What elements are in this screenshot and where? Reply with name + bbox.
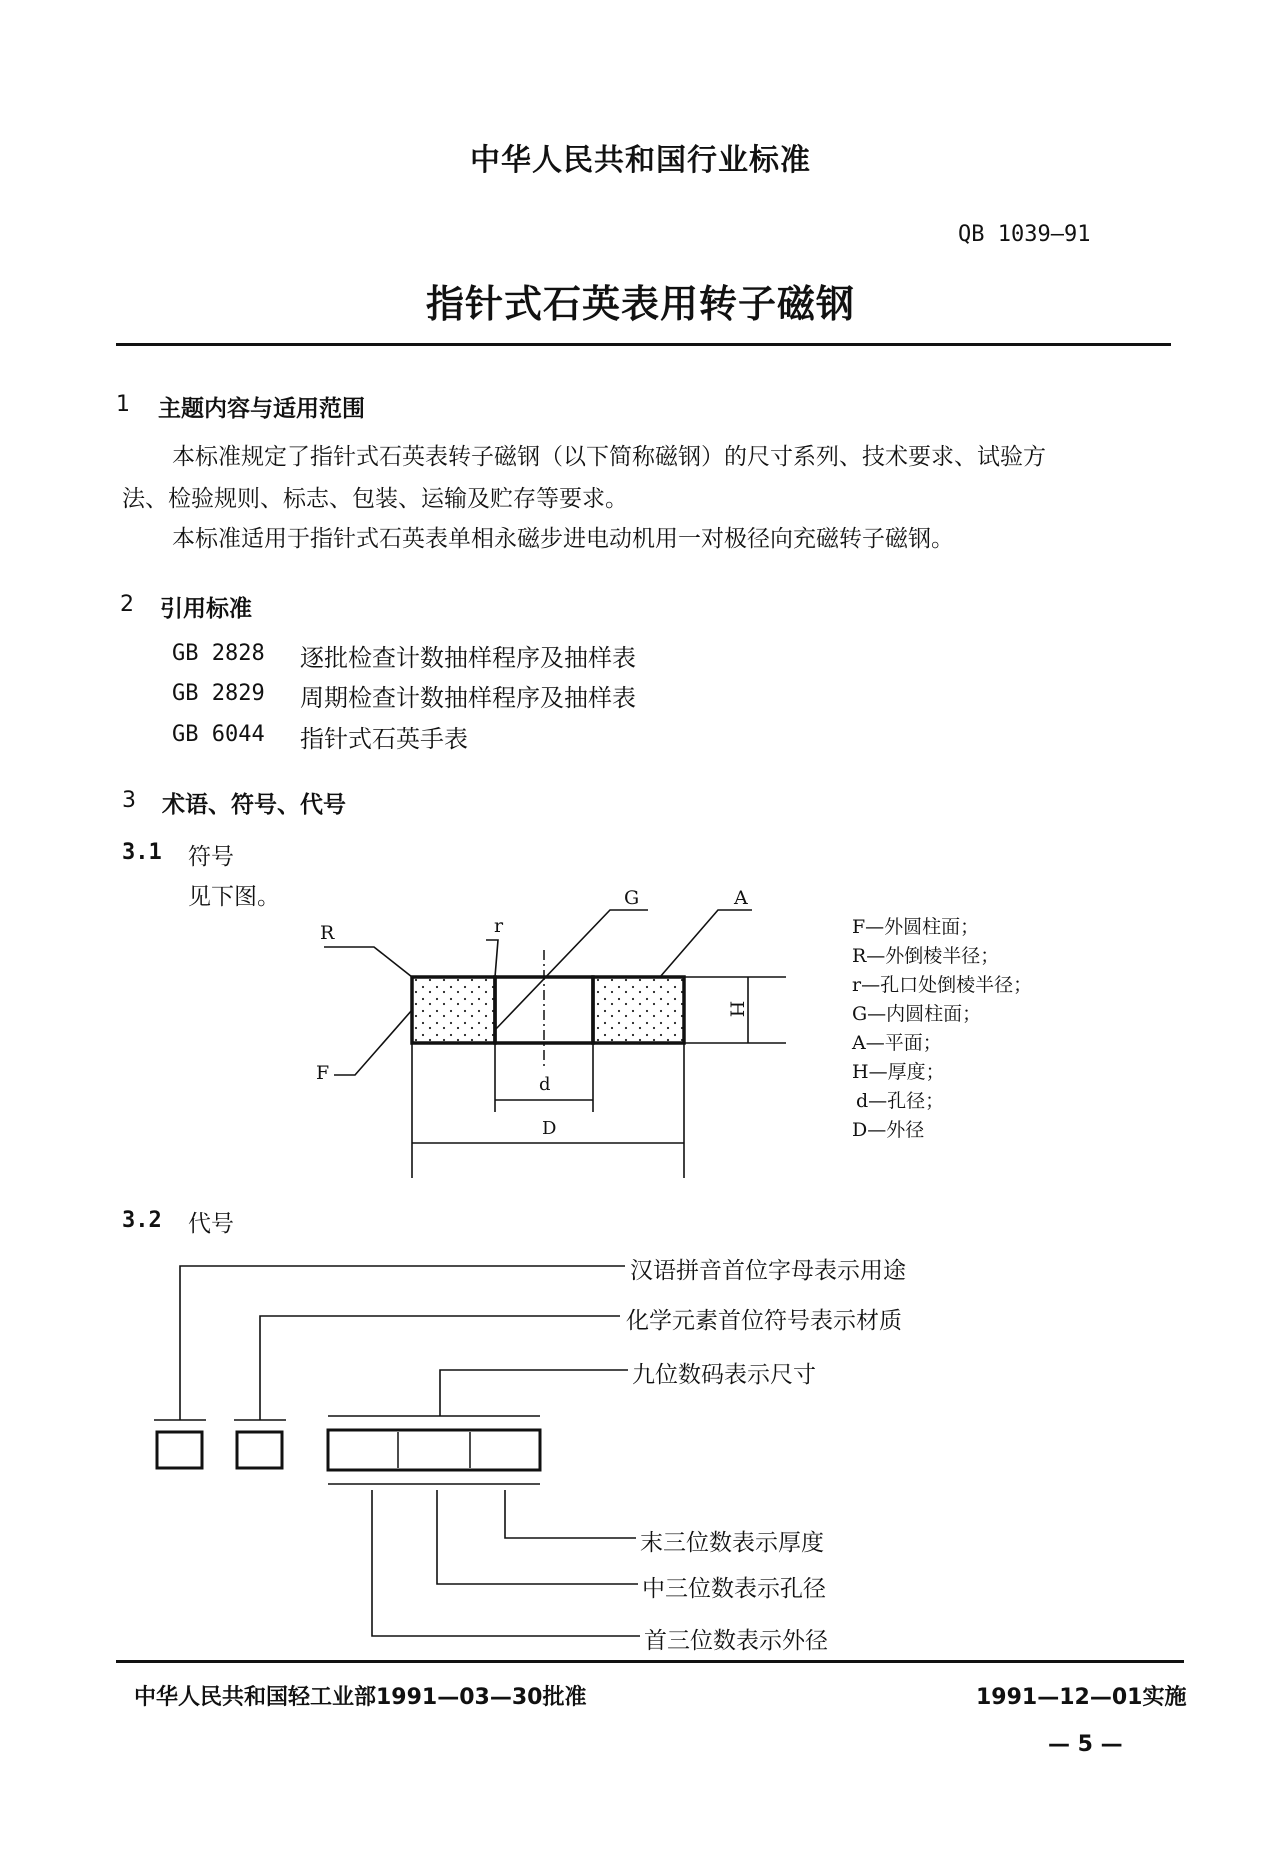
- effective-date: 1991—12—01实施: [976, 1685, 1187, 1710]
- reference-title: 指针式石英手表: [300, 725, 468, 753]
- callout-outer-diameter: 首三位数表示外径: [644, 1628, 828, 1654]
- legend-item: F—外圆柱面；: [852, 916, 980, 938]
- subsection-3-2-number: 3.2: [122, 1208, 162, 1233]
- callout-usage: 汉语拼音首位字母表示用途: [630, 1258, 906, 1284]
- label-r: r: [494, 915, 504, 937]
- legend-item: D—外径: [852, 1119, 925, 1141]
- footer-rule: [116, 1660, 1184, 1663]
- section2-heading: 引用标准: [160, 596, 252, 622]
- label-d: d: [539, 1074, 551, 1095]
- section3-number: 3: [122, 788, 136, 813]
- callout-material: 化学元素首位符号表示材质: [626, 1308, 902, 1334]
- label-F: F: [316, 1062, 330, 1084]
- label-R: R: [320, 922, 335, 944]
- callout-size: 九位数码表示尺寸: [632, 1362, 816, 1388]
- callout-thickness: 末三位数表示厚度: [640, 1530, 824, 1556]
- subsection-3-1-number: 3.1: [122, 840, 162, 865]
- subsection-3-1-title: 符号: [188, 844, 234, 870]
- legend-item: R—外倒棱半径；: [852, 945, 1000, 967]
- subsection-3-2-title: 代号: [188, 1211, 234, 1237]
- section2-number: 2: [120, 592, 134, 617]
- reference-title: 逐批检查计数抽样程序及抽样表: [300, 644, 636, 672]
- label-A: A: [734, 887, 748, 909]
- reference-code: GB 6044: [172, 722, 265, 747]
- legend-item: r—孔口处倒棱半径；: [852, 974, 1033, 996]
- legend-item: G—内圆柱面；: [852, 1003, 982, 1025]
- section1-paragraph-line1: 本标准规定了指针式石英表转子磁钢（以下简称磁钢）的尺寸系列、技术要求、试验方: [172, 444, 1046, 470]
- section3-heading: 术语、符号、代号: [162, 792, 346, 818]
- legend-item: H—厚度；: [852, 1061, 945, 1083]
- document-title: 指针式石英表用转子磁钢: [425, 282, 855, 326]
- callout-hole-diameter: 中三位数表示孔径: [642, 1576, 826, 1602]
- reference-code: GB 2829: [172, 681, 265, 706]
- section1-paragraph2: 本标准适用于指针式石英表单相永磁步进电动机用一对极径向充磁转子磁钢。: [172, 526, 954, 552]
- page-number: — 5 —: [1048, 1732, 1123, 1757]
- approval-text: 中华人民共和国轻工业部1991—03—30批准: [134, 1685, 587, 1710]
- legend-item: A—平面；: [852, 1032, 942, 1054]
- label-D: D: [542, 1118, 557, 1139]
- reference-code: GB 2828: [172, 641, 265, 666]
- section1-heading: 主题内容与适用范围: [158, 396, 365, 422]
- label-G: G: [624, 887, 640, 909]
- reference-title: 周期检查计数抽样程序及抽样表: [300, 684, 636, 712]
- section1-number: 1: [116, 392, 130, 417]
- label-H: H: [725, 1000, 748, 1018]
- standard-type: 中华人民共和国行业标准: [470, 143, 811, 178]
- see-figure-text: 见下图。: [188, 884, 280, 910]
- section1-paragraph-line2: 法、检验规则、标志、包装、运输及贮存等要求。: [122, 486, 628, 512]
- standard-code: QB 1039—91: [958, 222, 1091, 247]
- legend-item: d—孔径；: [856, 1090, 945, 1112]
